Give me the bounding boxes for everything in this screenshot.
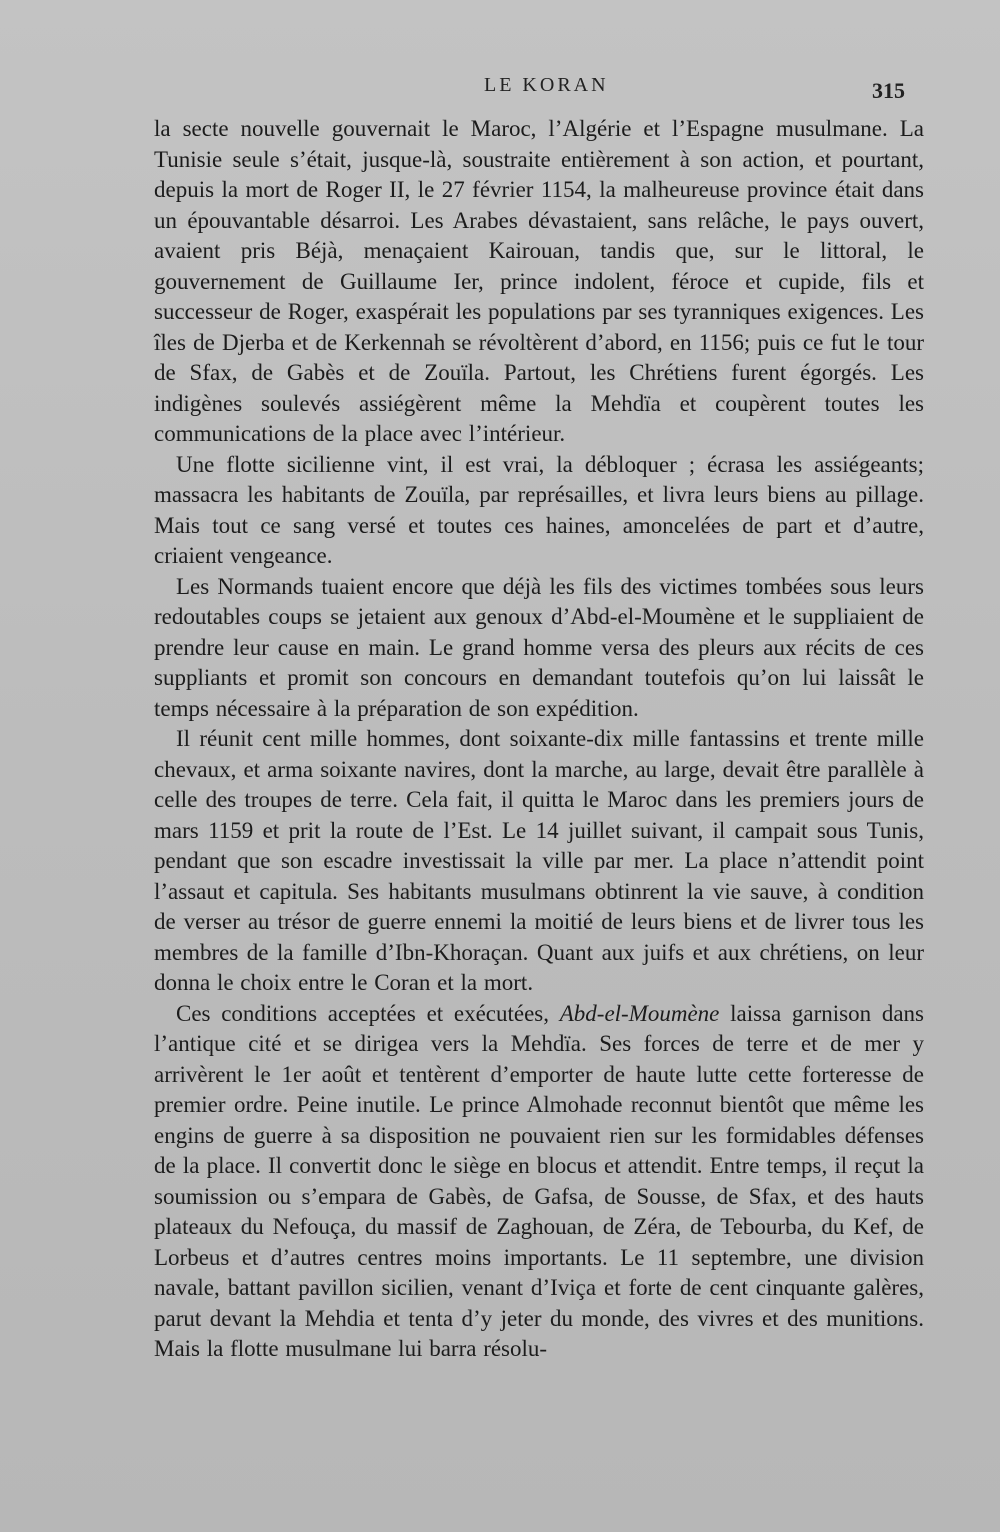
paragraph-1: la secte nouvelle gouvernait le Maroc, l’Algérie et l’Espagne musulmane. La Tunisie seule s’était, jusque-là, soustraite entièrement à son action, et pourtant, depuis la mort de Roger II, le 27 février 1154, la malheureuse province était dans un épouvantable désarroi. Les Arabes dévastaient, sans relâche, le pays ouvert, avaient pris Béjà, menaçaient Kairouan, tandis que, sur le littoral, le gouvernement de Guillaume Ier, prince indolent, féroce et cupide, fils et successeur de Roger, exaspérait les populations par ses tyranniques exigences. Les îles de Djerba et de Kerkennah se révoltèrent d’abord, en 1156; puis ce fut le tour de Sfax, de Gabès et de Zouïla. Partout, les Chrétiens furent égorgés. Les indigènes soulevés assiégèrent même la Mehdïa et coupèrent toutes les communications de la place avec l’intérieur. <box>154 116 924 446</box>
body-text <box>154 114 924 1365</box>
paragraph-3: Les Normands tuaient encore que déjà les fils des victimes tombées sous leurs redoutables coups se jetaient aux genoux d’Abd-el-Moumène et le suppliaient de prendre leur cause en main. Le grand homme versa des pleurs aux récits de ces suppliants et promit son concours en demandant toutefois qu’on lui laissât le temps nécessaire à la préparation de son expédition. <box>154 573 924 721</box>
page-number: 315 <box>872 78 905 103</box>
running-title: LE KORAN <box>484 74 609 96</box>
paragraph-5 <box>154 999 924 1365</box>
paragraph-5-start: Ces conditions acceptées et exécutées, <box>176 1000 560 1026</box>
running-head <box>0 74 1000 104</box>
paragraph-2: Une flotte sicilienne vint, il est vrai, la débloquer ; écrasa les assiégeants; massacra les habitants de Zouïla, par représailles, et livra leurs biens au pillage. Mais tout ce sang versé et toutes ces haines, amoncelées de part et d’autre, criaient vengeance. <box>154 451 924 568</box>
paragraph-5-rest: laissa garnison dans l’antique cité et se dirigea vers la Mehdïa. Ses forces de terre et de mer y arrivèrent le 1er août et tentèrent d’emporter de haute lutte cette forteresse de premier ordre. Peine inutile. Le prince Almohade reconnut bientôt que même les engins de guerre à sa disposition ne pouvaient rien sur les formidables défenses de la place. Il convertit donc le siège en blocus et attendit. Entre temps, il reçut la soumission ou s’empara de Gabès, de Gafsa, de Sousse, de Sfax, et des hauts plateaux du Nefouça, du massif de Zaghouan, de Zéra, de Tebourba, du Kef, de Lorbeus et d’autres centres moins importants. Le 11 septembre, une division navale, battant pavillon sicilien, venant d’Iviça et forte de cent cinquante galères, parut devant la Mehdia et tenta d’y jeter du monde, des vivres et des munitions. Mais la flotte musulmane lui barra résolu- <box>154 1000 925 1361</box>
paragraph-4: Il réunit cent mille hommes, dont soixante-dix mille fantassins et trente mille chevaux, et arma soixante navires, dont la marche, au large, devait être parallèle à celle des troupes de terre. Cela fait, il quitta le Maroc dans les premiers jours de mars 1159 et prit la route de l’Est. Le 14 juillet suivant, il campait sous Tunis, pendant que son escadre investissait la ville par mer. La place n’attendit point l’assaut et capitula. Ses habitants musulmans obtinrent la vie sauve, à condition de verser au trésor de guerre ennemi la moitié de leurs biens et de livrer tous les membres de la famille d’Ibn-Khoraçan. Quant aux juifs et aux chrétiens, on leur donna le choix entre le Coran et la mort. <box>154 726 924 995</box>
italic-name: Abd-el-Moumène <box>559 1000 720 1026</box>
